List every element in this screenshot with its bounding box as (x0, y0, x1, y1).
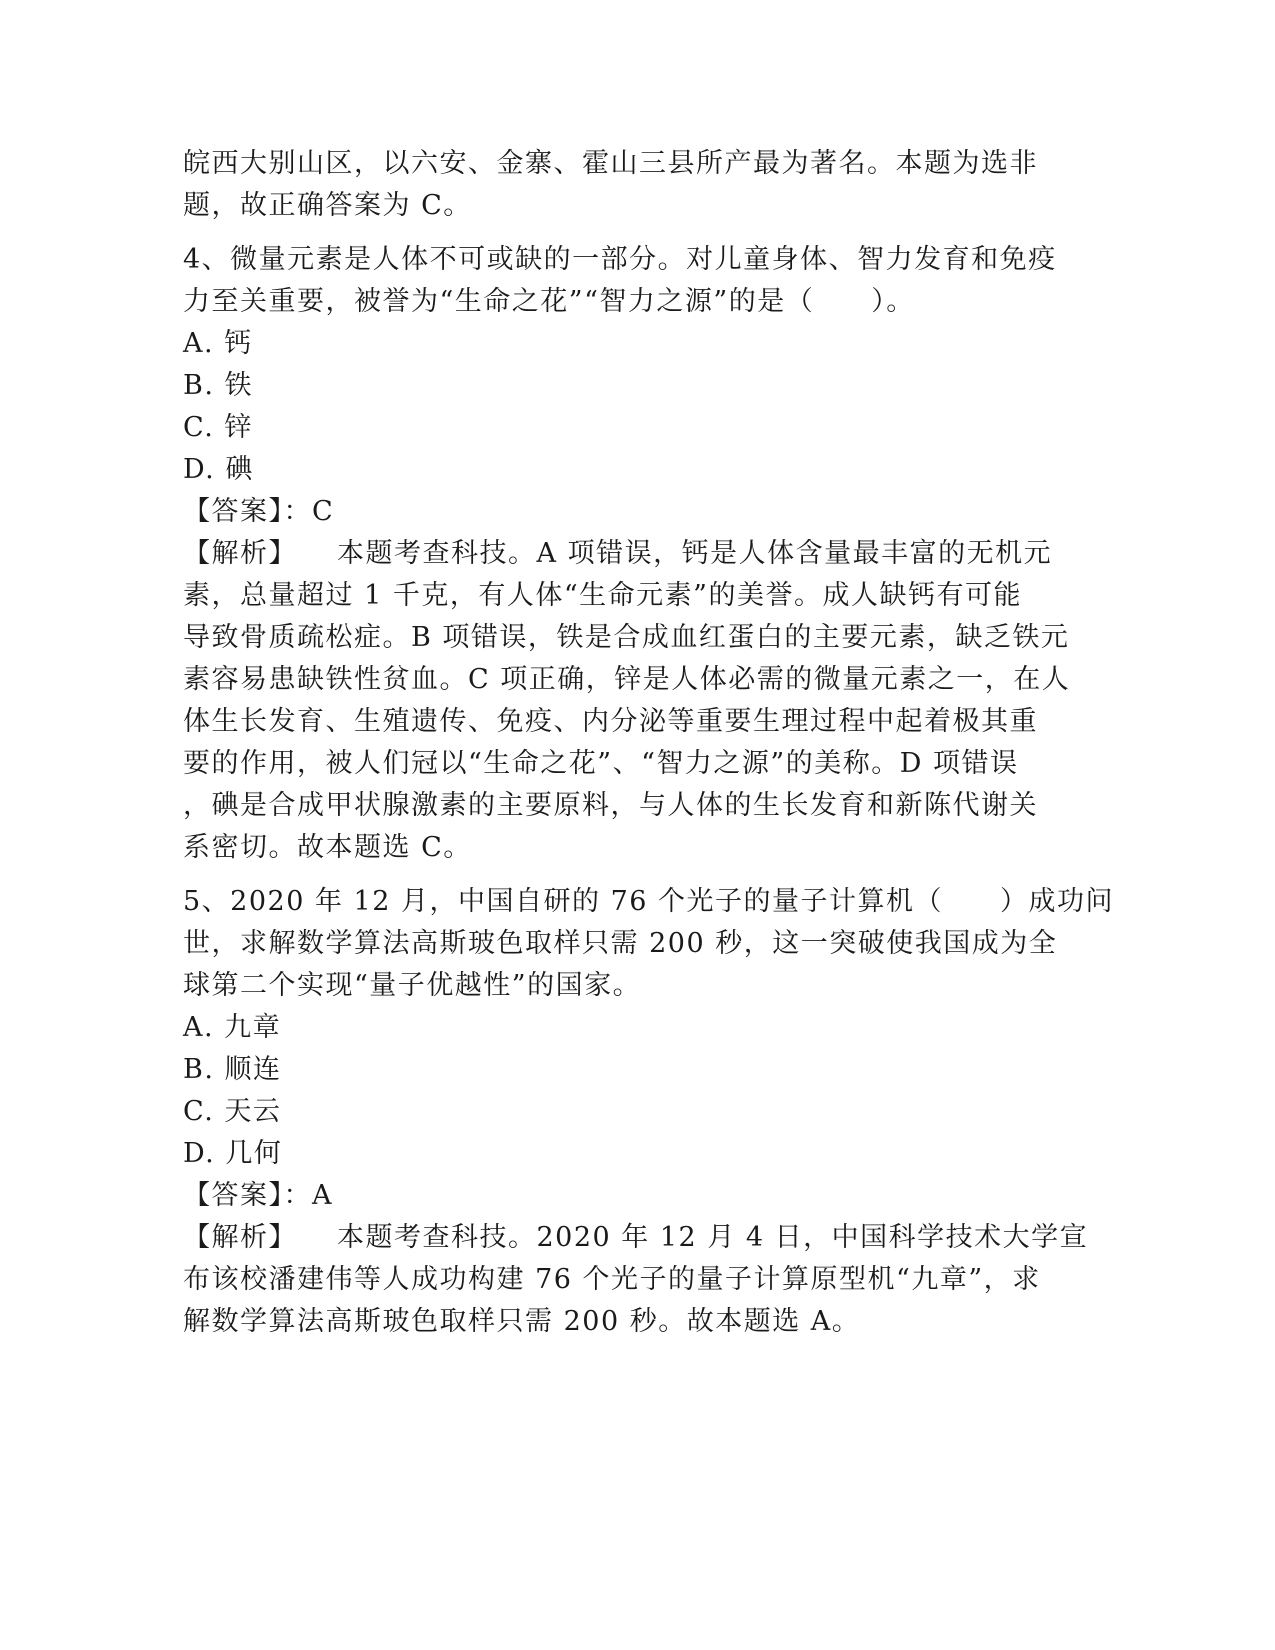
question-stem: 4、微量元素是人体不可或缺的一部分。对儿童身体、智力发育和免疫 (183, 244, 1057, 275)
option-c: C. 锌 (183, 412, 253, 443)
option-c: C. 天云 (183, 1096, 282, 1127)
analysis-text: 本题考查科技。2020 年 12 月 4 日，中国科学技术大学宣 (337, 1222, 1089, 1253)
question-4 (183, 239, 1083, 869)
analysis-first-line (183, 1217, 1089, 1259)
option-b: B. 顺连 (183, 1054, 282, 1085)
analysis-text: 布该校潘建伟等人成功构建 76 个光子的量子计算原型机“九章”，求 (183, 1264, 1041, 1295)
option-a: A. 九章 (183, 1012, 282, 1043)
question-stem: 力至关重要，被誉为“生命之花”“智力之源”的是（ ）。 (183, 286, 915, 317)
analysis-text: 系密切。故本题选 C。 (183, 832, 472, 863)
analysis-label: 【解析】 (183, 1222, 297, 1253)
option-b: B. 铁 (183, 370, 254, 401)
option-a: A. 钙 (183, 328, 253, 359)
question-stem: 球第二个实现“量子优越性”的国家。 (183, 970, 642, 1001)
document-page (183, 143, 1115, 1343)
question-stem: 世，求解数学算法高斯玻色取样只需 200 秒，这一突破使我国成为全 (183, 928, 1058, 959)
answer-line: 【答案】：A (183, 1180, 333, 1211)
option-d: D. 碘 (183, 454, 254, 485)
analysis-text: 体生长发育、生殖遗传、免疫、内分泌等重要生理过程中起着极其重 (183, 706, 1038, 737)
analysis-text: 本题考查科技。A 项错误，钙是人体含量最丰富的无机元 (337, 538, 1053, 569)
analysis-text: 素，总量超过 1 千克，有人体“生命元素”的美誉。成人缺钙有可能 (183, 580, 1022, 611)
question-stem: 5、2020 年 12 月，中国自研的 76 个光子的量子计算机（ ）成功问 (183, 886, 1115, 917)
analysis-first-line (183, 533, 1083, 575)
analysis-text: 解数学算法高斯玻色取样只需 200 秒。故本题选 A。 (183, 1306, 861, 1337)
intro-paragraph (183, 143, 1083, 227)
text-line: 题，故正确答案为 C。 (183, 190, 472, 221)
analysis-label: 【解析】 (183, 538, 297, 569)
analysis-text: 要的作用，被人们冠以“生命之花”、“智力之源”的美称。D 项错误 (183, 748, 1019, 779)
analysis-text: 素容易患缺铁性贫血。C 项正确，锌是人体必需的微量元素之一，在人 (183, 664, 1071, 695)
text-line: 皖西大别山区，以六安、金寨、霍山三县所产最为著名。本题为选非 (183, 148, 1038, 179)
question-5 (183, 881, 1115, 1343)
answer-line: 【答案】：C (183, 496, 335, 527)
analysis-text: 导致骨质疏松症。B 项错误，铁是合成血红蛋白的主要元素，缺乏铁元 (183, 622, 1070, 653)
option-d: D. 几何 (183, 1138, 283, 1169)
analysis-text: ，碘是合成甲状腺激素的主要原料，与人体的生长发育和新陈代谢关 (183, 790, 1038, 821)
